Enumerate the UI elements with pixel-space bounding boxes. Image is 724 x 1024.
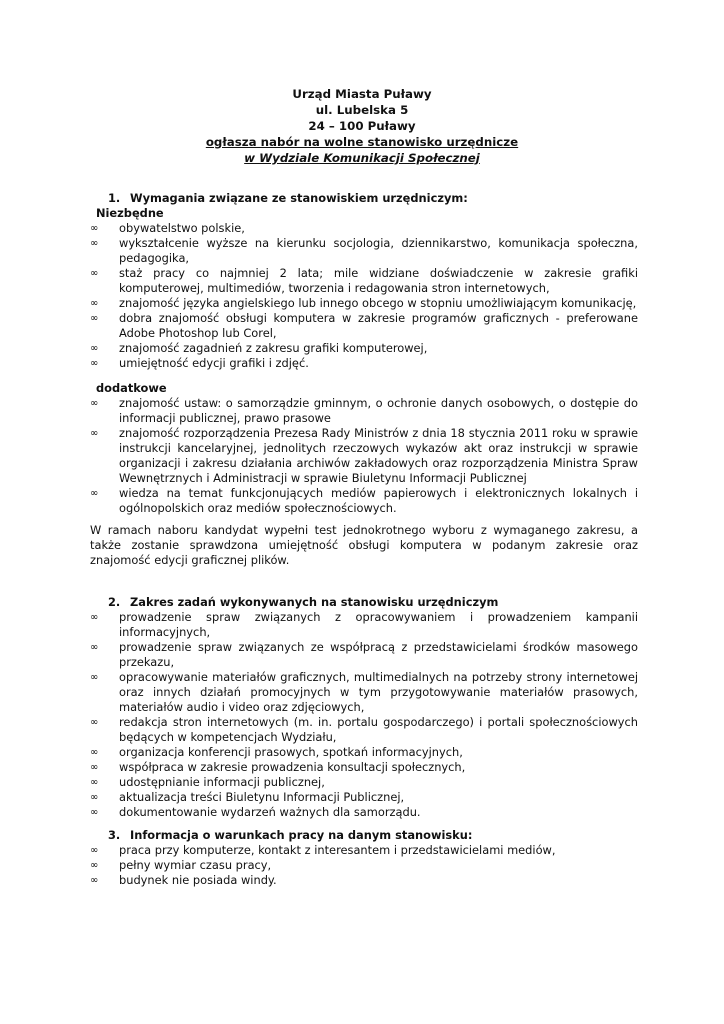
required-item <box>90 296 638 311</box>
list-item-text: redakcja stron internetowych (m. in. portalu gospodarczego) i portali społecznościowych będących w kompetencjach Wydziału, <box>119 715 638 744</box>
selection-note: W ramach naboru kandydat wypełni test jednokrotnego wyboru z wymaganego zakresu, a także zostanie sprawdzona umiejętność obsługi komputera w podanym zakresie oraz znajomość edycji graficznej plików. <box>90 523 638 567</box>
list-item-text: umiejętność edycji grafiki i zdjęć. <box>119 356 309 370</box>
section1-number: 1. <box>108 191 121 205</box>
infinity-bullet-icon: ∞ <box>90 845 99 856</box>
infinity-bullet-icon: ∞ <box>90 313 99 324</box>
infinity-bullet-icon: ∞ <box>90 238 99 249</box>
section2-heading <box>108 595 498 610</box>
infinity-bullet-icon: ∞ <box>90 717 99 728</box>
department-name: w Wydziale Komunikacji Społecznej <box>244 151 480 165</box>
office-street: ul. Lubelska 5 <box>315 103 409 117</box>
duty-item <box>90 790 638 805</box>
list-item-text: organizacja konferencji prasowych, spotkań informacyjnych, <box>119 745 463 759</box>
required-item <box>90 236 638 266</box>
additional-list <box>90 396 638 516</box>
section2-number: 2. <box>108 595 121 609</box>
required-item <box>90 221 638 236</box>
list-item-text: wiedza na temat funkcjonujących mediów papierowych i elektronicznych lokalnych i ogólnopolskich oraz mediów społecznościowych. <box>119 486 638 515</box>
required-item <box>90 311 638 341</box>
list-item-text: znajomość zagadnień z zakresu grafiki komputerowej, <box>119 341 428 355</box>
duty-item <box>90 640 638 670</box>
list-item-text: znajomość języka angielskiego lub innego obcego w stopniu umożliwiającym komunikację, <box>119 296 637 310</box>
section3-title: Informacja o warunkach pracy na danym stanowisku: <box>130 828 473 842</box>
list-item-text: opracowywanie materiałów graficznych, multimedialnych na potrzeby strony internetowej oraz innych działań promocyjnych w tym przygotowywanie materiałów prasowych, materiałów audio i video oraz zdjęciowych, <box>119 670 638 714</box>
list-item-text: pełny wymiar czasu pracy, <box>119 858 272 872</box>
additional-item <box>90 426 638 486</box>
list-item-text: współpraca w zakresie prowadzenia konsultacji społecznych, <box>119 760 466 774</box>
required-label: Niezbędne <box>96 206 164 220</box>
list-item-text: budynek nie posiada windy. <box>119 873 277 887</box>
list-item-text: wykształcenie wyższe na kierunku socjologia, dziennikarstwo, komunikacja społeczna, pedagogika, <box>119 236 638 265</box>
infinity-bullet-icon: ∞ <box>90 807 99 818</box>
infinity-bullet-icon: ∞ <box>90 298 99 309</box>
infinity-bullet-icon: ∞ <box>90 777 99 788</box>
list-item-text: prowadzenie spraw związanych ze współpracą z przedstawicielami środków masowego przekazu, <box>119 640 638 669</box>
infinity-bullet-icon: ∞ <box>90 860 99 871</box>
office-name: Urząd Miasta Puławy <box>292 87 432 101</box>
required-list <box>90 221 638 371</box>
list-item-text: praca przy komputerze, kontakt z interesantem i przedstawicielami mediów, <box>119 843 556 857</box>
section3-heading <box>108 828 472 843</box>
section3-number: 3. <box>108 828 121 842</box>
list-item-text: znajomość ustaw: o samorządzie gminnym, o ochronie danych osobowych, o dostępie do informacji publicznej, prawo prasowe <box>119 396 638 425</box>
infinity-bullet-icon: ∞ <box>90 223 99 234</box>
condition-item <box>90 843 638 858</box>
duty-item <box>90 715 638 745</box>
infinity-bullet-icon: ∞ <box>90 343 99 354</box>
required-item <box>90 341 638 356</box>
list-item-text: obywatelstwo polskie, <box>119 221 245 235</box>
document-header <box>0 86 724 166</box>
required-item <box>90 356 638 371</box>
condition-item <box>90 873 638 888</box>
condition-item <box>90 858 638 873</box>
office-postal: 24 – 100 Puławy <box>308 119 416 133</box>
duties-list <box>90 610 638 820</box>
duty-item <box>90 670 638 715</box>
infinity-bullet-icon: ∞ <box>90 642 99 653</box>
additional-item <box>90 396 638 426</box>
duty-item <box>90 775 638 790</box>
infinity-bullet-icon: ∞ <box>90 612 99 623</box>
infinity-bullet-icon: ∞ <box>90 792 99 803</box>
required-item <box>90 266 638 296</box>
additional-label: dodatkowe <box>96 381 167 395</box>
additional-item <box>90 486 638 516</box>
list-item-text: staż pracy co najmniej 2 lata; mile widziane doświadczenie w zakresie grafiki komputerowej, multimediów, tworzenia i redagowania stron internetowych, <box>119 266 638 295</box>
infinity-bullet-icon: ∞ <box>90 762 99 773</box>
infinity-bullet-icon: ∞ <box>90 268 99 279</box>
list-item-text: udostępnianie informacji publicznej, <box>119 775 325 789</box>
duty-item <box>90 745 638 760</box>
list-item-text: aktualizacja treści Biuletynu Informacji Publicznej, <box>119 790 405 804</box>
list-item-text: znajomość rozporządzenia Prezesa Rady Ministrów z dnia 18 stycznia 2011 roku w sprawie instrukcji kancelaryjnej, jednolitych rzeczowych wykazów akt oraz instrukcji w sprawie organizacji i zakresu działania archiwów zakładowych oraz rozporządzenia Ministra Spraw Wewnętrznych i Administracji w sprawie Biuletynu Informacji Publicznej <box>119 426 638 485</box>
infinity-bullet-icon: ∞ <box>90 672 99 683</box>
infinity-bullet-icon: ∞ <box>90 428 99 439</box>
list-item-text: prowadzenie spraw związanych z opracowywaniem i prowadzeniem kampanii informacyjnych, <box>119 610 638 639</box>
duty-item <box>90 805 638 820</box>
section2-title: Zakres zadań wykonywanych na stanowisku urzędniczym <box>130 595 499 609</box>
conditions-list <box>90 843 638 888</box>
infinity-bullet-icon: ∞ <box>90 747 99 758</box>
infinity-bullet-icon: ∞ <box>90 358 99 369</box>
section1-title: Wymagania związane ze stanowiskiem urzędniczym: <box>130 191 468 205</box>
infinity-bullet-icon: ∞ <box>90 875 99 886</box>
announcement-title: ogłasza nabór na wolne stanowisko urzędnicze <box>205 135 519 149</box>
infinity-bullet-icon: ∞ <box>90 488 99 499</box>
list-item-text: dokumentowanie wydarzeń ważnych dla samorządu. <box>119 805 421 819</box>
duty-item <box>90 610 638 640</box>
infinity-bullet-icon: ∞ <box>90 398 99 409</box>
list-item-text: dobra znajomość obsługi komputera w zakresie programów graficznych - preferowane Adobe Photoshop lub Corel, <box>119 311 638 340</box>
section1-heading <box>108 191 468 206</box>
duty-item <box>90 760 638 775</box>
